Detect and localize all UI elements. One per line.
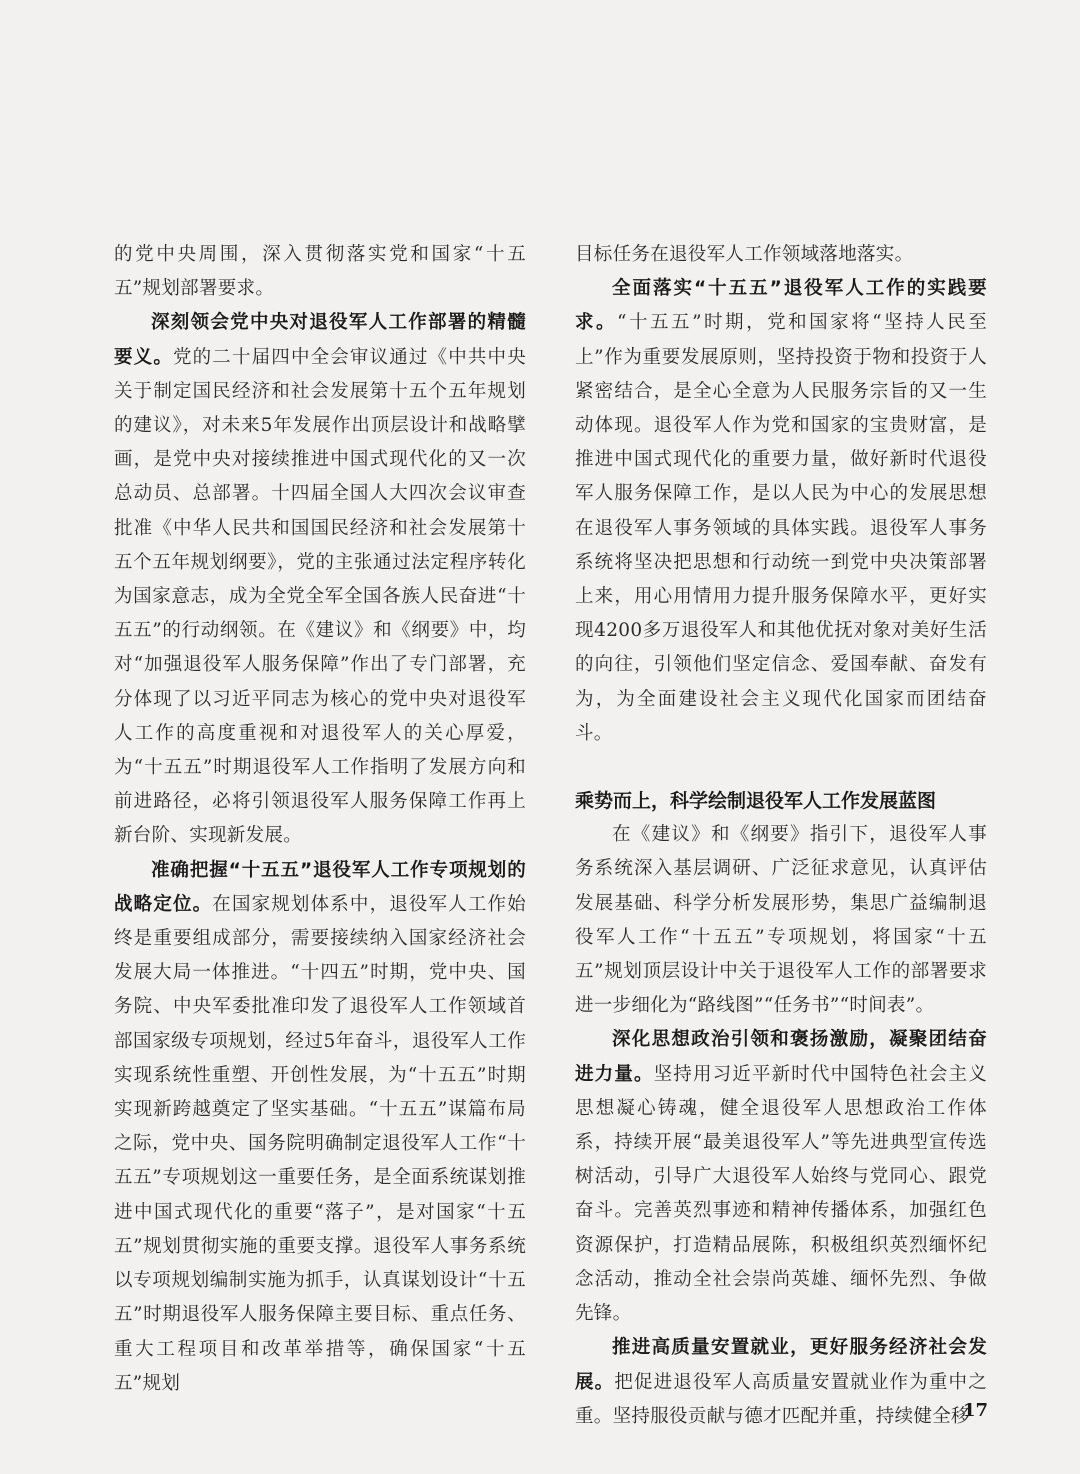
paragraph: 目标任务在退役军人工作领域落地落实。 — [575, 244, 914, 265]
paragraph — [114, 306, 526, 853]
right-column — [575, 238, 987, 1434]
page-number: 17 — [963, 1400, 989, 1421]
paragraph-lead: 准确把握“十五五”退役军人工作专项规划的战略定位。 — [114, 859, 526, 915]
paragraph — [114, 854, 526, 1401]
paragraph — [575, 1023, 987, 1331]
paragraph-lead: 全面落实“十五五”退役军人工作的实践要求。 — [575, 278, 987, 334]
paragraph-body: 把促进退役军人高质量安置就业作为重中之重。坚持服役贡献与德才匹配并重，持续健全移 — [575, 1371, 987, 1427]
left-column — [114, 238, 526, 1401]
paragraph-body: “十五五”时期，党和国家将“坚持人民至上”作为重要发展原则，坚持投资于物和投资于人紧密结合，是全心全意为人民服务宗旨的又一生动体现。退役军人作为党和国家的宝贵财富，是推进中国式现代化的重要力量，做好新时代退役军人服务保障工作，是以人民为中心的发展思想在退役军人事务领域的具体实践。退役军人事务系统将坚决把思想和行动统一到党中央决策部署上来，用心用情用力提升服务保障水平，更好实现4200多万退役军人和其他优抚对象对美好生活的向往，引领他们坚定信念、爱国奉献、奋发有为，为全面建设社会主义现代化国家而团结奋斗。 — [575, 312, 988, 744]
paragraph-lead: 深化思想政治引领和褒扬激励，凝聚团结奋进力量。 — [575, 1029, 987, 1085]
paragraph-body: 坚持用习近平新时代中国特色社会主义思想凝心铸魂，健全退役军人思想政治工作体系，持续开展“最美退役军人”等先进典型宣传选树活动，引导广大退役军人始终与党同心、跟党奋斗。完善英烈事迹和精神传播体系，加强红色资源保护，打造精品展陈，积极组织英烈缅怀纪念活动，推动全社会崇尚英雄、缅怀先烈、争做先锋。 — [575, 1063, 987, 1325]
paragraph-lead: 深刻领会党中央对退役军人工作部署的精髓要义。 — [114, 312, 526, 368]
section-heading: 乘势而上，科学绘制退役军人工作发展蓝图 — [575, 790, 937, 813]
paragraph-body: 在国家规划体系中，退役军人工作始终是重要组成部分，需要接续纳入国家经济社会发展大局一体推进。“十四五”时期，党中央、国务院、中央军委批准印发了退役军人工作领域首部国家级专项规划，经过5年奋斗，退役军人工作实现系统性重塑、开创性发展，为“十五五”时期实现新跨越奠定了坚实基础。“十五五”谋篇布局之际，党中央、国务院明确制定退役军人工作“十五五”专项规划这一重要任务，是全面系统谋划推进中国式现代化的重要“落子”，是对国家“十五五”规划贯彻实施的重要支撑。退役军人事务系统以专项规划编制实施为抓手，认真谋划设计“十五五”时期退役军人服务保障主要目标、重点任务、重大工程项目和改革举措等，确保国家“十五五”规划 — [114, 893, 526, 1394]
paragraph: 在《建议》和《纲要》指引下，退役军人事务系统深入基层调研、广泛征求意见，认真评估发展基础、科学分析发展形势，集思广益编制退役军人工作“十五五”专项规划，将国家“十五五”规划顶层设计中关于退役军人工作的部署要求进一步细化为“路线图”“任务书”“时间表”。 — [575, 824, 987, 1017]
paragraph — [575, 272, 987, 751]
paragraph-body: 党的二十届四中全会审议通过《中共中央关于制定国民经济和社会发展第十五个五年规划的建议》，对未来5年发展作出顶层设计和战略擘画，是党中央对接续推进中国式现代化的又一次总动员、总部署。十四届全国人大四次会议审查批准《中华人民共和国国民经济和社会发展第十五个五年规划纲要》，党的主张通过法定程序转化为国家意志，成为全党全军全国各族人民奋进“十五五”的行动纲领。在《建议》和《纲要》中，均对“加强退役军人服务保障”作出了专门部署，充分体现了以习近平同志为核心的党中央对退役军人工作的高度重视和对退役军人的关心厚爱，为“十五五”时期退役军人工作指明了发展方向和前进路径，必将引领退役军人服务保障工作再上新台阶、实现新发展。 — [114, 346, 526, 847]
paragraph-lead: 推进高质量安置就业，更好服务经济社会发展。 — [575, 1337, 987, 1393]
paragraph — [575, 1331, 987, 1434]
paragraph: 的党中央周围，深入贯彻落实党和国家“十五五”规划部署要求。 — [114, 244, 526, 300]
